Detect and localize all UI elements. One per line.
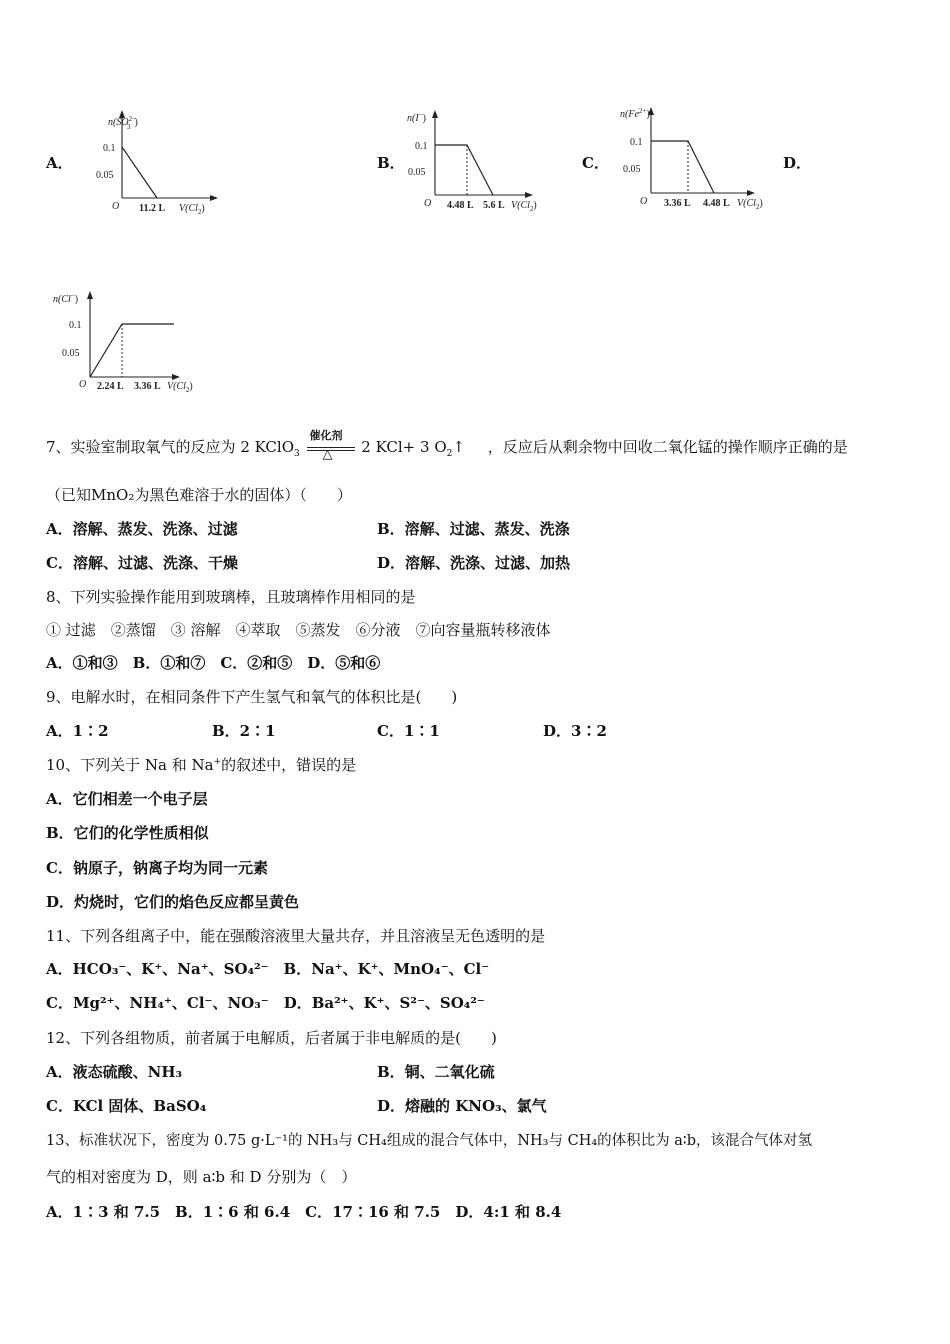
curve [122,147,157,198]
x-tick-4.48: 4.48 L [703,198,730,209]
x-label: $V(Cl_2)$ [167,381,193,394]
x-axis-arrow [747,190,755,196]
y-tick-0.05: 0.05 [62,348,80,359]
q10-stem-a: 10、下列关于 Na 和 Na [46,756,214,774]
q12-option-a: A．液态硫酸、NH₃ [46,1063,183,1081]
q7-heat-symbol: △ [322,447,333,462]
q13-options: A．1∶3 和 7.5 B．1∶6 和 6.4 C．17∶16 和 7.5 D．4:1 和 8.4 [46,1203,562,1221]
q10-option-b: B．它们的化学性质相似 [46,824,209,842]
q7-text-a: 7、实验室制取氧气的反应为 2 KClO [46,438,294,456]
q11-stem: 11、下列各组离子中，能在强酸溶液里大量共存，并且溶液呈无色透明的是 [46,927,546,945]
q12-option-c: C．KCl 固体、BaSO₄ [46,1097,207,1115]
q7-option-b: B．溶解、过滤、蒸发、洗涤 [377,520,570,538]
x-tick-3.36: 3.36 L [134,381,161,392]
q13-stem-line2: 气的相对密度为 D，则 a∶b 和 D 分别为（ ） [46,1168,357,1186]
curve [435,145,493,195]
graph-option-b-label: B． [377,154,405,172]
q7-note: （已知MnO₂为黑色难溶于水的固体）（ ） [46,486,352,504]
curve [651,141,714,193]
y-tick-0.05: 0.05 [408,167,426,178]
origin-label: O [79,379,87,390]
q12-stem: 12、下列各组物质，前者属于电解质，后者属于非电解质的是( ) [46,1029,497,1047]
y-axis-arrow [432,110,438,118]
q7-gas-arrow: ↑ [452,438,465,456]
q10-stem [46,754,356,775]
y-label: $n(Fe^{2+})$ [620,107,650,120]
x-tick-3.36: 3.36 L [664,198,691,209]
graph-option-d-label: D． [783,154,812,172]
q9-stem: 9、电解水时，在相同条件下产生氢气和氧气的体积比是( ) [46,688,458,706]
origin-label: O [112,201,120,212]
q10-option-d: D．灼烧时，它们的焰色反应都呈黄色 [46,893,300,911]
graph-a [95,105,235,217]
q12-option-d: D．熔融的 KNO₃、氯气 [377,1097,547,1115]
x-axis-arrow [172,374,180,380]
q7-text-b: 2 KCl+ 3 O [361,438,447,456]
q10-stem-b: 的叙述中，错误的是 [221,756,357,774]
graph-c [620,100,780,215]
x-tick-11.2: 11.2 L [139,203,166,214]
graph-option-c-label: C． [582,154,609,172]
y-tick-0.1: 0.1 [69,320,82,331]
x-axis-arrow [210,195,218,201]
x-label: $V(Cl_2)$ [511,200,537,213]
q7-text-c: ，反应后从剩余物中回收二氧化锰的操作顺序正确的是 [487,438,848,456]
origin-label: O [640,196,648,207]
q7-option-a: A．溶解、蒸发、洗涤、过滤 [46,520,238,538]
x-tick-4.48: 4.48 L [447,200,474,211]
q7-sub2: 2 [446,449,453,459]
origin-label: O [424,198,432,209]
x-label: $V(Cl_2)$ [737,198,763,211]
q8-items: ① 过滤 ②蒸馏 ③ 溶解 ④萃取 ⑤蒸发 ⑥分液 ⑦向容量瓶转移液体 [46,621,551,639]
y-label: $n(SO^{2-}$ 3 ) [108,115,138,131]
curve [90,324,174,377]
y-tick-0.05: 0.05 [96,170,114,181]
y-tick-0.1: 0.1 [103,143,116,154]
q12-option-b: B．铜、二氧化硫 [377,1063,495,1081]
y-label: n(I−) [407,111,426,124]
q10-option-c: C．钠原子，钠离子均为同一元素 [46,859,268,877]
q9-option-c: C．1∶1 [377,722,440,740]
q13-stem-line1: 13、标准状况下，密度为 0.75 g·L⁻¹的 NH₃与 CH₄组成的混合气体中，NH₃与 CH₄的体积比为 a∶b，该混合气体对氢 [46,1133,812,1149]
q7-catalyst-arrow [307,429,355,462]
q9-option-a: A．1∶2 [46,722,109,740]
graph-option-a-label: A． [46,154,73,172]
q10-stem-sup: + [213,757,222,767]
q7-option-c: C．溶解、过滤、洗涤、干燥 [46,554,238,572]
y-tick-0.1: 0.1 [630,137,643,148]
q7-option-d: D．溶解、洗涤、过滤、加热 [377,554,571,572]
q8-stem: 8、下列实验操作能用到玻璃棒，且玻璃棒作用相同的是 [46,588,416,606]
x-axis-arrow [525,192,533,198]
x-tick-5.6: 5.6 L [483,200,505,211]
q7-catalyst-label: 催化剂 [309,429,343,442]
graph-d [50,285,210,397]
q10-option-a: A．它们相差一个电子层 [46,790,208,808]
y-tick-0.05: 0.05 [623,164,641,175]
y-label: n(Cl−) [53,292,79,305]
y-tick-0.1: 0.1 [415,141,428,152]
q11-options-ab: A．HCO₃⁻、K⁺、Na⁺、SO₄²⁻ B．Na⁺、K⁺、MnO₄⁻、Cl⁻ [46,960,490,978]
q11-options-cd: C．Mg²⁺、NH₄⁺、Cl⁻、NO₃⁻ D．Ba²⁺、K⁺、S²⁻、SO₄²⁻ [46,994,485,1012]
q9-option-b: B．2∶1 [212,722,276,740]
x-tick-2.24: 2.24 L [97,381,124,392]
q9-option-d: D．3∶2 [543,722,607,740]
graph-b [403,105,553,217]
y-axis-arrow [87,291,93,299]
x-label: $V(Cl_2)$ [179,203,205,216]
q7-stem [46,429,848,462]
q7-sub3: 3 [294,449,300,459]
q8-options: A．①和③ B．①和⑦ C．②和⑤ D．⑤和⑥ [46,654,381,672]
